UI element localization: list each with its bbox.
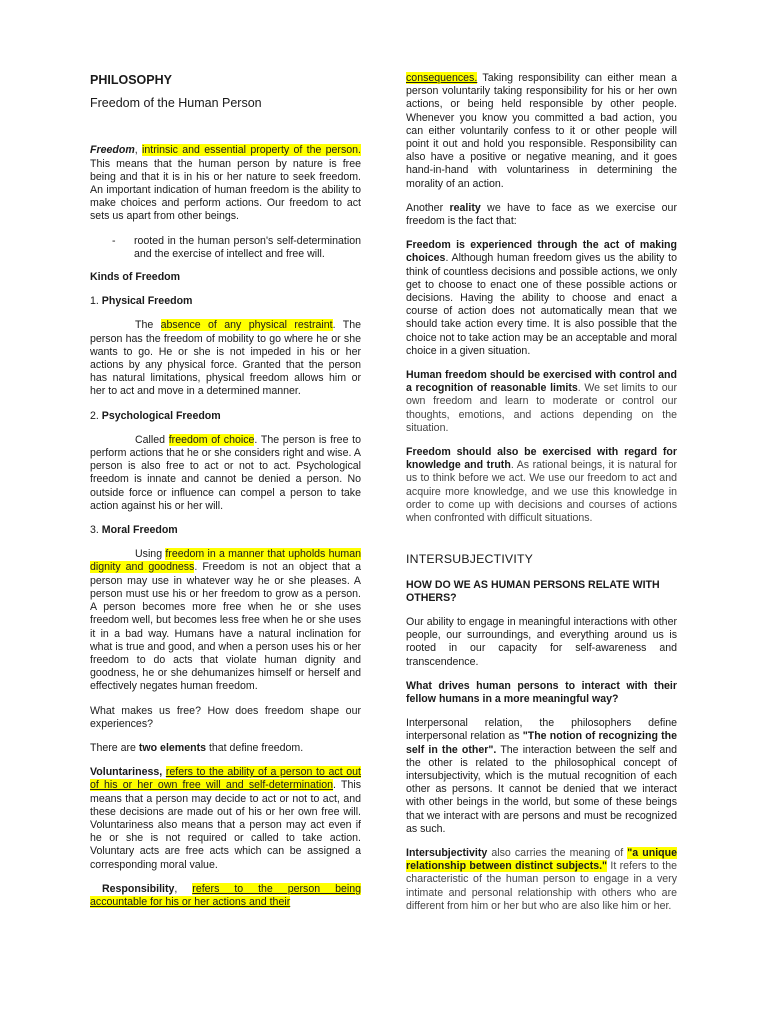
relation-quote: "The notion of recognizing the self in the other". (406, 730, 677, 756)
text-span: . We set limits to our own freedom and learn to moderate or control our thoughts, emotions, and actions depending on the situation. (406, 382, 678, 434)
bullet-text: rooted in the human person's self-determination and the exercise of intellect and free will. (134, 234, 361, 260)
relation-paragraph (406, 717, 677, 836)
text-span: . Freedom is not an object that a person may use in whatever way he or she pleases. A person must use his or her freedom to grow as a person. A person becomes more free when he or she uses freedom well, but becomes less free when he or she uses it in a bad way. Humans have a natural inclination for what is true and good, and when a person uses his or her freedom to do acts that violate human dignity and goodness, he or she dehumanizes himself or herself and effectively negates human freedom. (90, 561, 361, 693)
text-span: we have to face as we exercise our freedom is the fact that: (406, 201, 677, 228)
separator: , (174, 882, 193, 895)
text-span: . The person is free to perform actions that he or she considers right and wise. A person is also free to act or not to act. Psychological freedom is innate and cannot be denied a person. No outside force or influence can compel a person to take action against his or her will. (90, 433, 361, 512)
text-span: also carries the meaning of (487, 846, 628, 859)
highlight-moral: freedom in a manner that upholds human dignity and goodness (90, 548, 362, 574)
two-elements-bold: two elements (138, 741, 206, 754)
bullet-item (112, 235, 361, 261)
moral-heading (90, 524, 361, 537)
voluntariness-paragraph (90, 766, 361, 872)
intersubjectivity-heading: INTERSUBJECTIVITY (406, 552, 534, 567)
text-span: that define freedom. (206, 741, 304, 754)
list-number: 3. (90, 524, 102, 537)
voluntariness-term: Voluntariness, (90, 766, 163, 779)
highlight-physical: absence of any physical restraint (160, 319, 333, 332)
experienced-paragraph (406, 239, 677, 358)
highlight-unique-relationship: "a unique relationship between distinct subjects." (406, 846, 677, 873)
moral-heading-label: Moral Freedom (101, 524, 178, 537)
highlight-voluntariness: refers to the ability of a person to act out of his or her own free will and self-determination (90, 766, 361, 792)
physical-heading (90, 295, 361, 308)
text-span: Using (135, 548, 166, 561)
reality-bold: reality (449, 201, 481, 214)
text-span: The (135, 319, 161, 332)
psych-heading (90, 410, 361, 423)
drives-question: What drives human persons to interact with their fellow humans in a more meaningful way? (406, 679, 677, 705)
responsibility-paragraph (90, 883, 361, 909)
physical-heading-label: Physical Freedom (101, 295, 193, 308)
left-column (90, 72, 361, 909)
page-title: PHILOSOPHY (90, 73, 172, 87)
list-number: 1. (90, 295, 102, 308)
highlight-consequences: consequences. (406, 72, 478, 84)
bullet-dash: - (112, 234, 116, 247)
freedom-term: Freedom (90, 144, 135, 157)
text-span: Taking responsibility can either mean a person voluntarily taking responsibility for his or her own actions, or being held responsible by other people. Whenever you know you committed a bad action, you can either voluntarily confess to it or other people will point it out and hold you responsible. Responsibility can also have a positive or negative meaning, and it goes hand-in-hand with voluntariness in determining the morality of an action. (406, 72, 677, 190)
text-span: . This means that a person may decide to act or not to act, and these decisions are made out of his or her own free will. Voluntariness also means that a person may act even if he or she is not required or called to take action. Voluntary acts are free acts which can be assigned a corresponding moral value. (90, 779, 361, 871)
responsibility-term: Responsibility (102, 882, 175, 895)
definition-rest: This means that the human person by nature is free being and that it is in his or her nature to seek freedom. An important indication of human freedom is the ability to make choices and perform actions. Our freedom to act sets us apart from other beings. (90, 157, 361, 223)
responsibility-continued (406, 72, 677, 191)
control-paragraph (406, 369, 677, 435)
regard-paragraph (406, 446, 677, 525)
reality-paragraph (406, 202, 677, 228)
text-span: . As rational beings, it is natural for us to think before we act. We use our freedom to act and acquire more knowledge, and we use this knowledge in order to come up with decisions and courses of actions when confronted with difficult situations. (406, 459, 677, 525)
text-span: There are (90, 741, 139, 754)
intersubjectivity-meaning-paragraph (406, 847, 677, 913)
page-subtitle: Freedom of the Human Person (90, 96, 262, 111)
control-bold: Human freedom should be exercised with control and a recognition of reasonable limits (406, 369, 677, 395)
text-span: Interpersonal relation, the philosophers define interpersonal relation as (406, 717, 677, 743)
text-span: The interaction between the self and the other is related to the philosophical concept of intersubjectivity, which is the mutual recognition of each other as persons. It cannot be denied that we interact with other beings in the world, but some of these beings that we interact with are persons and must be recognized as such. (406, 743, 678, 835)
separator: , (134, 144, 138, 157)
two-elements-paragraph (90, 742, 361, 755)
experienced-bold: Freedom is experienced through the act of making choices (406, 239, 677, 265)
right-column (406, 72, 677, 913)
highlight-psych: freedom of choice (168, 433, 255, 446)
intersubjectivity-term: Intersubjectivity (406, 846, 488, 859)
intersubjectivity-question: HOW DO WE AS HUMAN PERSONS RELATE WITH OTHERS? (406, 578, 660, 604)
highlight-definition: intrinsic and essential property of the person. (142, 144, 361, 157)
text-span: . Although human freedom gives us the ability to think of countless decisions and possible actions, we only get to choose to enact one of these possible actions or decisions. Having the ability to choose and enact a course of action does not automatically mean that we should take action every time. It is also possible that the choice not to take action may be an acceptable and moral choice in a given situation. (406, 252, 677, 357)
moral-paragraph (90, 548, 361, 693)
list-number: 2. (90, 409, 102, 422)
psych-paragraph (90, 434, 361, 513)
text-span: Called (135, 433, 169, 446)
text-span: It refers to the characteristic of the human person to engage in a very intimate and personal relationship with others who are different from him or her but who are also like him or her. (406, 860, 677, 912)
intersubjectivity-paragraph: Our ability to engage in meaningful interactions with other people, our surroundings, and everything around us is rooted in our capacity for self-awareness and transcendence. (406, 615, 677, 668)
physical-paragraph (90, 319, 361, 398)
highlight-responsibility: refers to the person being accountable for his or her actions and their (90, 882, 361, 908)
question-paragraph: What makes us free? How does freedom shape our experiences? (90, 704, 361, 730)
regard-bold: Freedom should also be exercised with regard for knowledge and truth (406, 446, 677, 472)
kinds-heading: Kinds of Freedom (90, 271, 181, 284)
text-span: . The person has the freedom of mobility to go where he or she wants to go. He or she is not impeded in his or her actions by any physical force. Granted that the person has natural limitations, physical freedom allows him or her to act and move in a determined manner. (90, 319, 361, 398)
text-span: Another (406, 201, 450, 214)
freedom-definition (90, 144, 361, 223)
psych-heading-label: Psychological Freedom (101, 409, 221, 422)
